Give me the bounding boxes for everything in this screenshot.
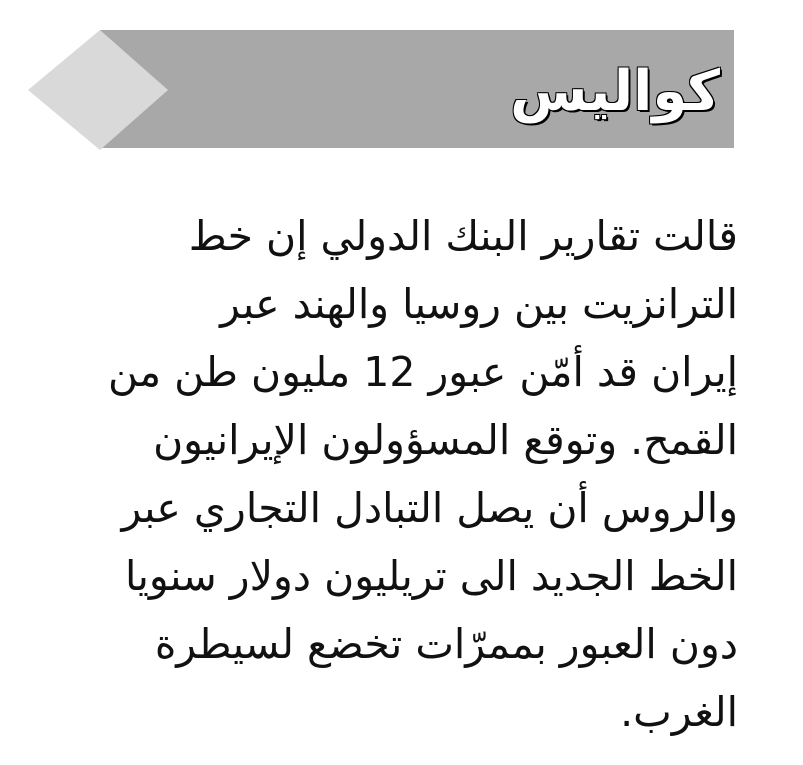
article-line: الغرب. <box>620 688 738 736</box>
diamond-ornament <box>0 0 240 160</box>
article-line: قالت تقارير البنك الدولي إن خط <box>188 212 738 260</box>
diamond-shape <box>28 30 168 150</box>
article-line: إيران قد أمّن عبور 12 مليون طن من <box>107 348 738 396</box>
article-line: دون العبور بممرّات تخضع لسيطرة <box>154 620 738 668</box>
article-line: والروس أن يصل التبادل التجاري عبر <box>121 484 738 532</box>
article-body <box>70 202 738 746</box>
article-line: الترانزيت بين روسيا والهند عبر <box>220 280 738 328</box>
article-line: القمح. وتوقع المسؤولون الإيرانيون <box>153 416 738 464</box>
article-line: الخط الجديد الى تريليون دولار سنويا <box>124 552 738 600</box>
section-title: كواليس <box>510 59 720 124</box>
